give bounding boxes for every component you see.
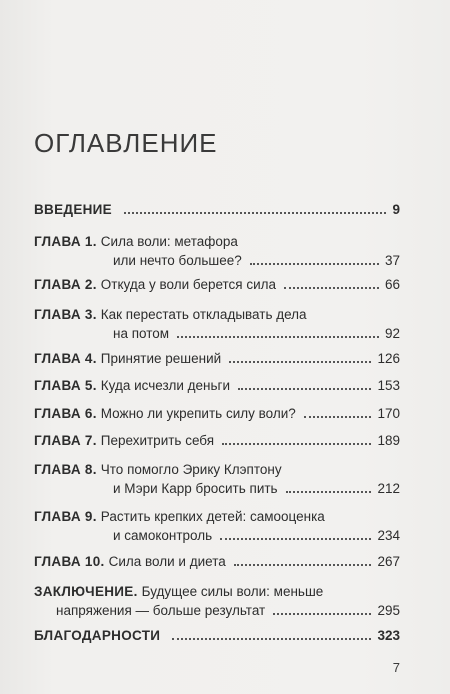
- leader-dots: [177, 336, 379, 338]
- toc-entry-page: 295: [377, 603, 400, 618]
- toc-entry-chapter-1[interactable]: [34, 232, 400, 270]
- toc-entry-chapter-4[interactable]: [34, 349, 400, 368]
- toc-entry-acknowledgements[interactable]: [34, 626, 400, 645]
- page-title: ОГЛАВЛЕНИЕ: [34, 128, 218, 158]
- toc-entry-label: ГЛАВА 1.: [34, 234, 97, 249]
- toc-entry-label: ГЛАВА 9.: [34, 509, 97, 524]
- toc-entry-title: Как перестать откладывать дела: [100, 307, 307, 322]
- leader-dots: [250, 263, 379, 265]
- toc-entry-title-cont: на потом: [113, 326, 170, 341]
- toc-entry-chapter-3[interactable]: [34, 305, 400, 343]
- toc-entry-page: 92: [384, 326, 400, 341]
- toc-entry-chapter-5[interactable]: [34, 376, 400, 395]
- toc-entry-label: ГЛАВА 3.: [34, 307, 97, 322]
- toc-entry-title-cont: или нечто большее?: [113, 253, 242, 268]
- toc-entry-page: 37: [384, 253, 400, 268]
- toc-entry-title: Куда исчезли деньги: [100, 378, 231, 393]
- leader-dots: [273, 613, 371, 615]
- toc-entry-title: Что помогло Эрику Клэптону: [100, 462, 282, 477]
- toc-entry-page: 66: [384, 277, 400, 292]
- leader-dots: [229, 361, 371, 363]
- toc-entry-label: ГЛАВА 7.: [34, 433, 97, 448]
- toc-entry-title: Принятие решений: [100, 351, 222, 366]
- toc-entry-title: Перехитрить себя: [100, 433, 215, 448]
- toc-entry-label: БЛАГОДАРНОСТИ: [34, 628, 161, 643]
- toc-entry-title: Откуда у воли берется сила: [100, 277, 277, 292]
- toc-entry-label: ВВЕДЕНИЕ: [34, 202, 112, 217]
- toc-entry-label: ГЛАВА 2.: [34, 277, 97, 292]
- toc-entry-page: 153: [377, 378, 400, 393]
- toc-entry-chapter-7[interactable]: [34, 431, 400, 450]
- toc-entry-label: ГЛАВА 6.: [34, 406, 97, 421]
- toc-entry-page: 323: [377, 628, 400, 643]
- toc-entry-title-cont: и самоконтроль: [113, 528, 213, 543]
- toc-entry-page: 9: [392, 202, 400, 217]
- toc-entry-title-cont: и Мэри Карр бросить пить: [113, 481, 278, 496]
- leader-dots: [238, 388, 371, 390]
- toc-entry-chapter-2[interactable]: [34, 275, 400, 294]
- toc-entry-label: ГЛАВА 10.: [34, 554, 105, 569]
- toc-entry-page: 234: [377, 528, 400, 543]
- leader-dots: [234, 564, 372, 566]
- leader-dots: [172, 638, 371, 640]
- leader-dots: [286, 491, 372, 493]
- toc-entry-conclusion[interactable]: [34, 582, 400, 620]
- toc-entry-chapter-6[interactable]: [34, 404, 400, 423]
- toc-entry-label: ГЛАВА 8.: [34, 462, 97, 477]
- toc-entry-title: Растить крепких детей: самооценка: [100, 509, 325, 524]
- toc-entry-label: ГЛАВА 4.: [34, 351, 97, 366]
- leader-dots: [124, 212, 387, 214]
- toc-entry-title: Сила воли: метафора: [100, 234, 238, 249]
- leader-dots: [222, 443, 371, 445]
- toc-entry-page: 267: [377, 554, 400, 569]
- toc-entry-label: ЗАКЛЮЧЕНИЕ.: [34, 584, 138, 599]
- toc-entry-title-cont: напряжения — больше результат: [56, 603, 266, 618]
- toc-entry-chapter-8[interactable]: [34, 460, 400, 498]
- leader-dots: [304, 416, 372, 418]
- toc-entry-page: 212: [377, 481, 400, 496]
- toc-entry-page: 189: [377, 433, 400, 448]
- toc-entry-introduction[interactable]: [34, 200, 400, 219]
- leader-dots: [220, 538, 371, 540]
- toc-entry-chapter-9[interactable]: [34, 507, 400, 545]
- toc-entry-label: ГЛАВА 5.: [34, 378, 97, 393]
- toc-entry-title: Можно ли укрепить силу воли?: [100, 406, 296, 421]
- toc-entry-page: 170: [377, 406, 400, 421]
- toc-entry-chapter-10[interactable]: [34, 552, 400, 571]
- toc-entry-page: 126: [377, 351, 400, 366]
- leader-dots: [284, 287, 379, 289]
- page-number: 7: [392, 660, 400, 675]
- toc-entry-title: Сила воли и диета: [108, 554, 226, 569]
- toc-entry-title: Будущее силы воли: меньше: [141, 584, 324, 599]
